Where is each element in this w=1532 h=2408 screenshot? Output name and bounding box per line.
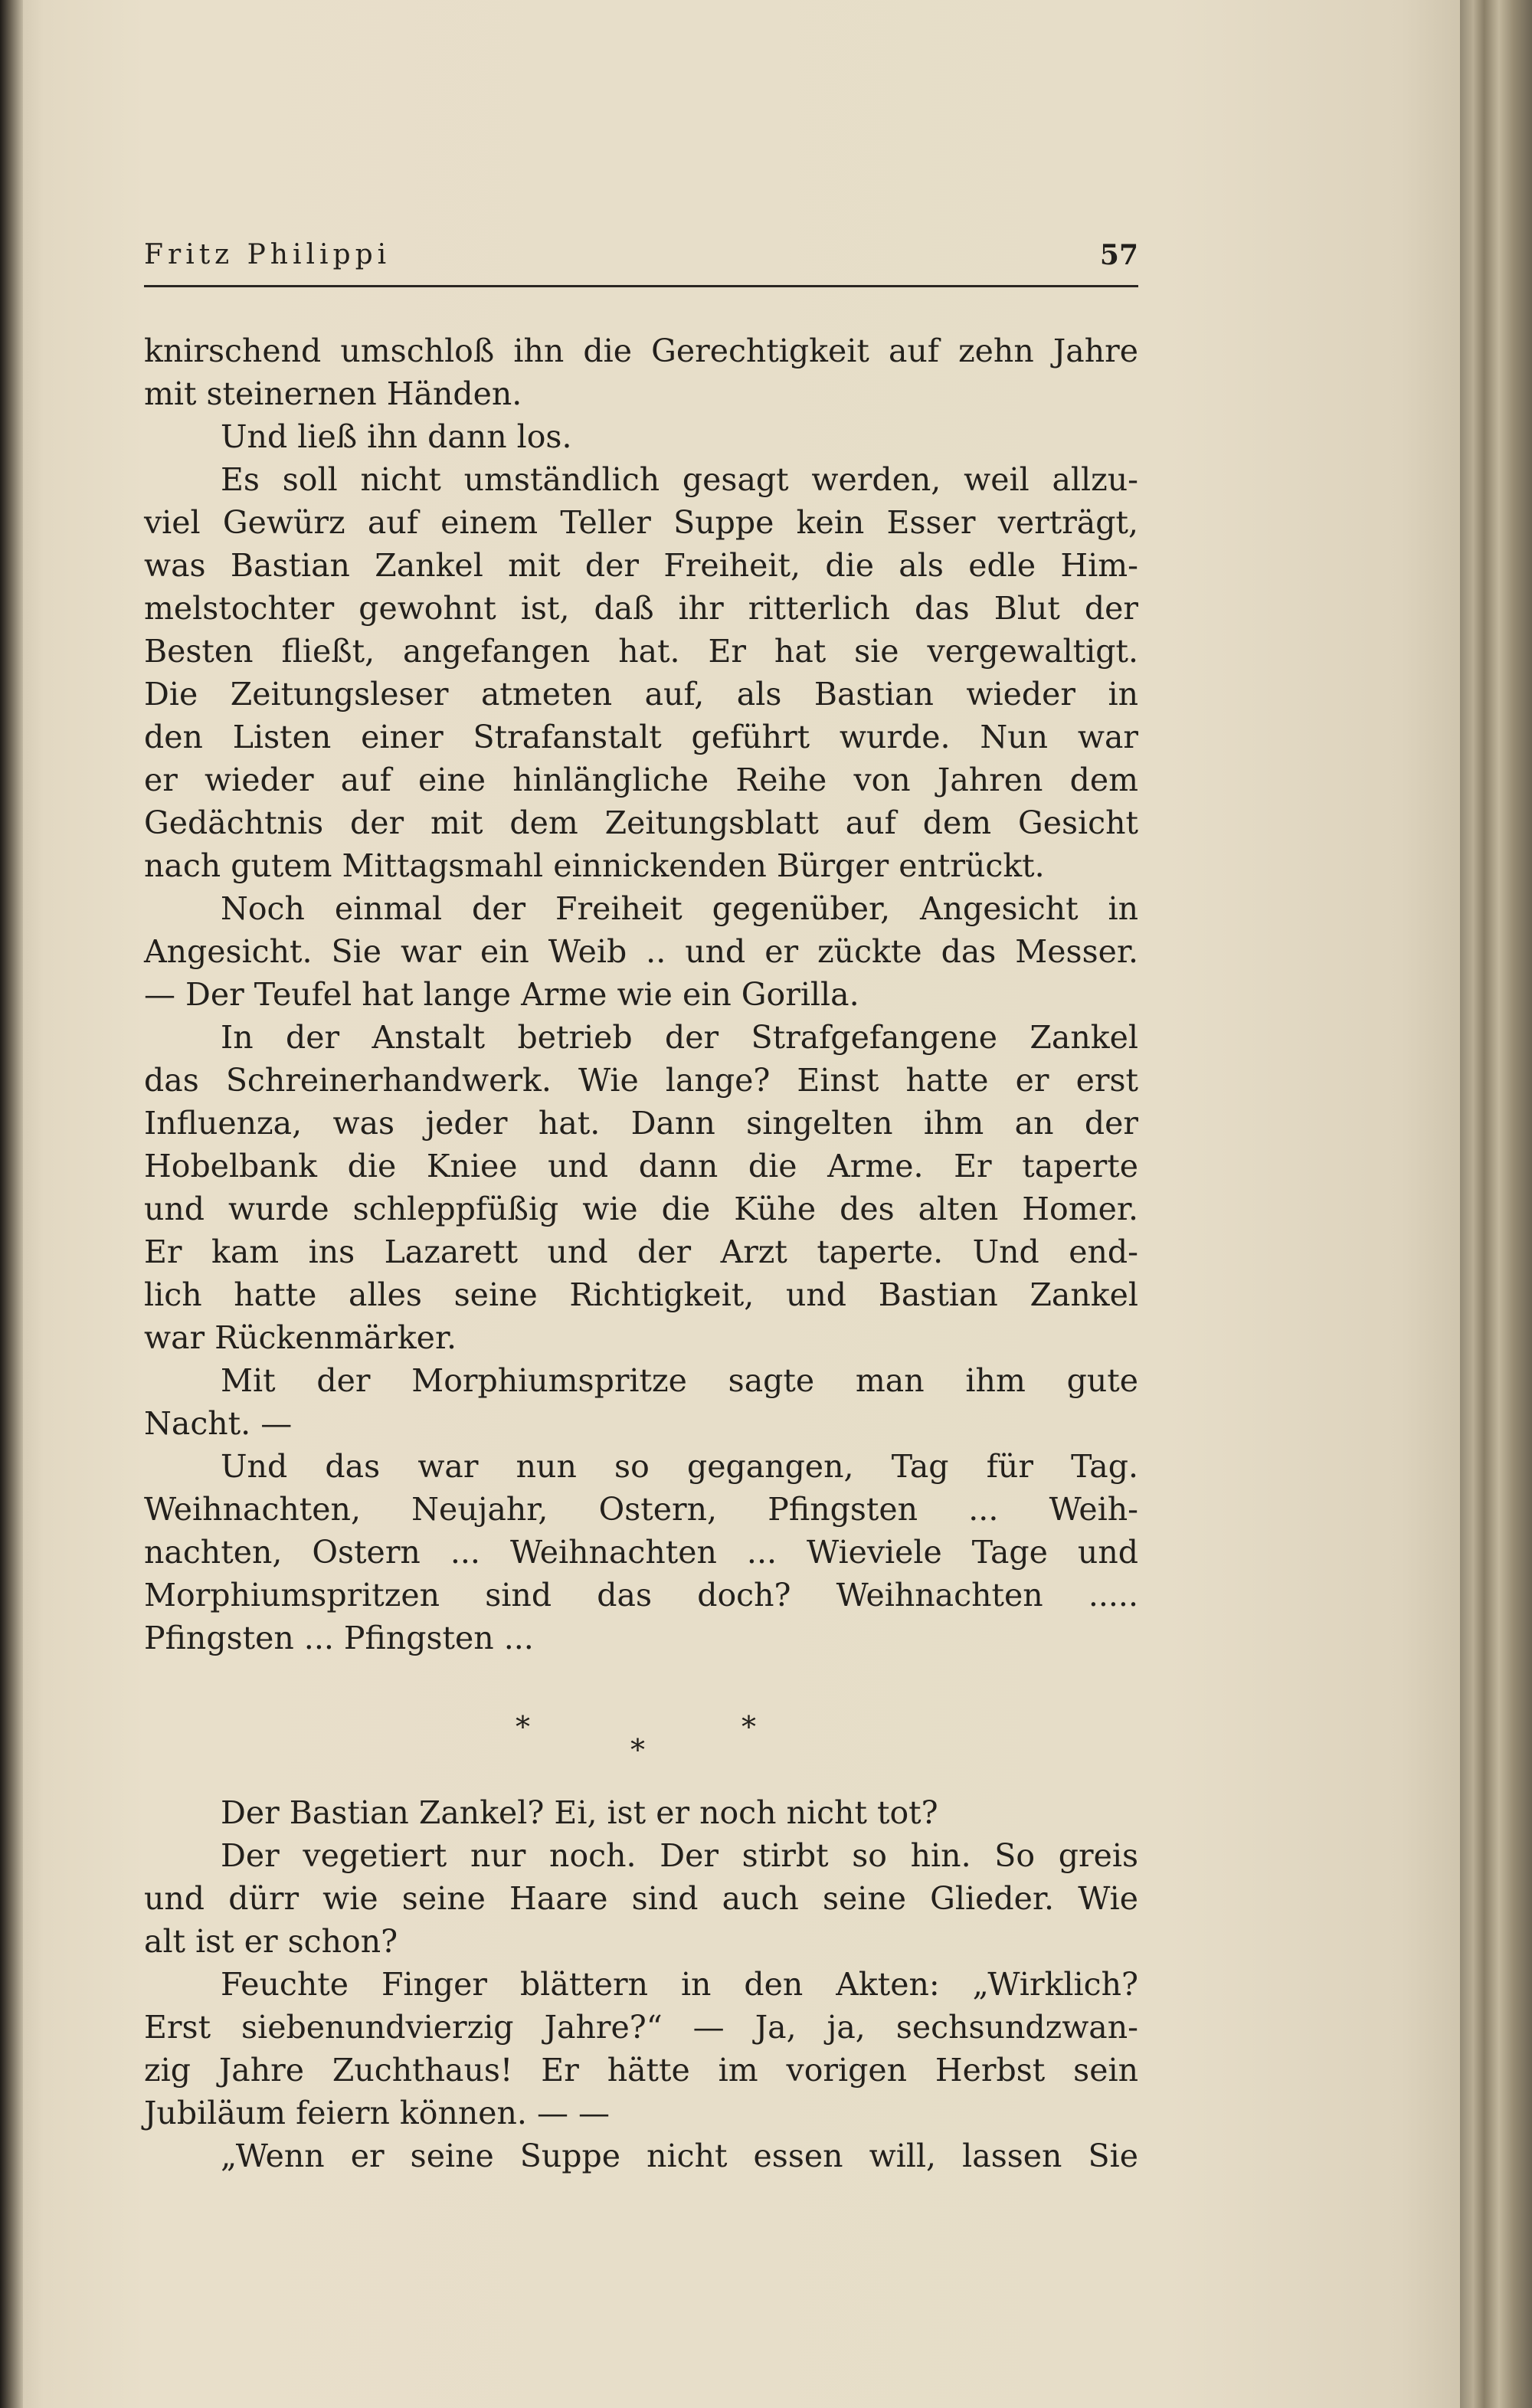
paragraph bbox=[144, 329, 1138, 415]
text-line: und dürr wie seine Haare sind auch seine Glieder. Wie bbox=[144, 1880, 1138, 1917]
text-line: Morphiumspritzen sind das doch? Weihnachten ..... bbox=[144, 1577, 1138, 1614]
text-line: zig Jahre Zuchthaus! Er hätte im vorigen Herbst sein bbox=[144, 2052, 1138, 2089]
text-line: war Rückenmärker. bbox=[144, 1319, 457, 1356]
text-line: knirschend umschloß ihn die Gerechtigkeit auf zehn Jahre bbox=[144, 333, 1138, 369]
text-line: alt ist er schon? bbox=[144, 1923, 398, 1960]
text-line: Noch einmal der Freiheit gegenüber, Angesicht in bbox=[221, 890, 1138, 927]
text-line: — Der Teufel hat lange Arme wie ein Gorilla. bbox=[144, 976, 859, 1013]
text-line: und wurde schleppfüßig wie die Kühe des alten Homer. bbox=[144, 1191, 1138, 1227]
paragraph bbox=[144, 458, 1138, 887]
text-line: Jubiläum feiern können. — — bbox=[144, 2095, 611, 2131]
paragraph bbox=[144, 887, 1138, 1016]
text-line: Mit der Morphiumspritze sagte man ihm gute bbox=[221, 1362, 1138, 1399]
text-line: Angesicht. Sie war ein Weib .. und er zückte das Messer. bbox=[144, 933, 1138, 970]
text-line: Pfingsten ... Pfingsten ... bbox=[144, 1620, 534, 1656]
text-line: das Schreinerhandwerk. Wie lange? Einst hatte er erst bbox=[144, 1062, 1138, 1099]
text-line: Gedächtnis der mit dem Zeitungsblatt auf dem Gesicht bbox=[144, 804, 1138, 841]
text-line: mit steinernen Händen. bbox=[144, 375, 522, 412]
text-line: Und ließ ihn dann los. bbox=[221, 418, 572, 455]
text-line: Erst siebenundvierzig Jahre?“ — Ja, ja, sechsundzwan- bbox=[144, 2009, 1138, 2046]
section-separator bbox=[144, 1705, 1138, 1791]
text-line: melstochter gewohnt ist, daß ihr ritterlich das Blut der bbox=[144, 590, 1138, 627]
text-line: Weihnachten, Neujahr, Ostern, Pfingsten ... Weih- bbox=[144, 1491, 1138, 1528]
text-line: was Bastian Zankel mit der Freiheit, die als edle Him- bbox=[144, 547, 1138, 584]
paragraph bbox=[144, 2134, 1138, 2177]
paragraph bbox=[144, 1445, 1138, 1659]
text-line: Und das war nun so gegangen, Tag für Tag. bbox=[221, 1448, 1138, 1485]
text-line: „Wenn er seine Suppe nicht essen will, lassen Sie bbox=[221, 2138, 1138, 2174]
body-text bbox=[144, 329, 1138, 2177]
paragraph bbox=[144, 1963, 1138, 2134]
text-line: er wieder auf eine hinlängliche Reihe von Jahren dem bbox=[144, 762, 1138, 798]
running-head: Fritz Philippi bbox=[144, 239, 391, 270]
paragraph bbox=[144, 1791, 1138, 1834]
page-edge bbox=[1458, 0, 1532, 2408]
page-header bbox=[144, 230, 1138, 287]
text-line: Es soll nicht umständlich gesagt werden, weil allzu- bbox=[221, 461, 1138, 498]
text-line: Nacht. — bbox=[144, 1405, 293, 1442]
asterisk: * bbox=[516, 1710, 530, 1744]
page-number: 57 bbox=[1099, 239, 1138, 271]
text-line: In der Anstalt betrieb der Strafgefangene Zankel bbox=[221, 1019, 1138, 1056]
asterisk: * bbox=[630, 1733, 645, 1767]
text-line: Der Bastian Zankel? Ei, ist er noch nicht tot? bbox=[221, 1794, 938, 1831]
text-line: lich hatte alles seine Richtigkeit, und Bastian Zankel bbox=[144, 1276, 1138, 1313]
text-line: Hobelbank die Kniee und dann die Arme. Er taperte bbox=[144, 1148, 1138, 1184]
text-line: viel Gewürz auf einem Teller Suppe kein Esser verträgt, bbox=[144, 504, 1138, 541]
text-line: Besten fließt, angefangen hat. Er hat sie vergewaltigt. bbox=[144, 633, 1138, 670]
text-line: Feuchte Finger blättern in den Akten: „Wirklich? bbox=[221, 1966, 1138, 2003]
text-line: Der vegetiert nur noch. Der stirbt so hin. So greis bbox=[221, 1837, 1138, 1874]
asterisk: * bbox=[741, 1710, 756, 1744]
text-line: nach gutem Mittagsmahl einnickenden Bürger entrückt. bbox=[144, 847, 1045, 884]
paragraph bbox=[144, 415, 1138, 458]
text-line: Die Zeitungsleser atmeten auf, als Bastian wieder in bbox=[144, 676, 1138, 713]
binding-gutter bbox=[0, 0, 23, 2408]
paragraph bbox=[144, 1359, 1138, 1445]
text-line: Er kam ins Lazarett und der Arzt taperte. Und end- bbox=[144, 1233, 1138, 1270]
text-line: nachten, Ostern ... Weihnachten ... Wieviele Tage und bbox=[144, 1534, 1138, 1571]
section-gap bbox=[144, 1659, 1138, 1705]
paragraph bbox=[144, 1016, 1138, 1359]
text-line: den Listen einer Strafanstalt geführt wurde. Nun war bbox=[144, 719, 1138, 755]
paragraph bbox=[144, 1834, 1138, 1963]
text-line: Influenza, was jeder hat. Dann singelten ihm an der bbox=[144, 1105, 1138, 1142]
